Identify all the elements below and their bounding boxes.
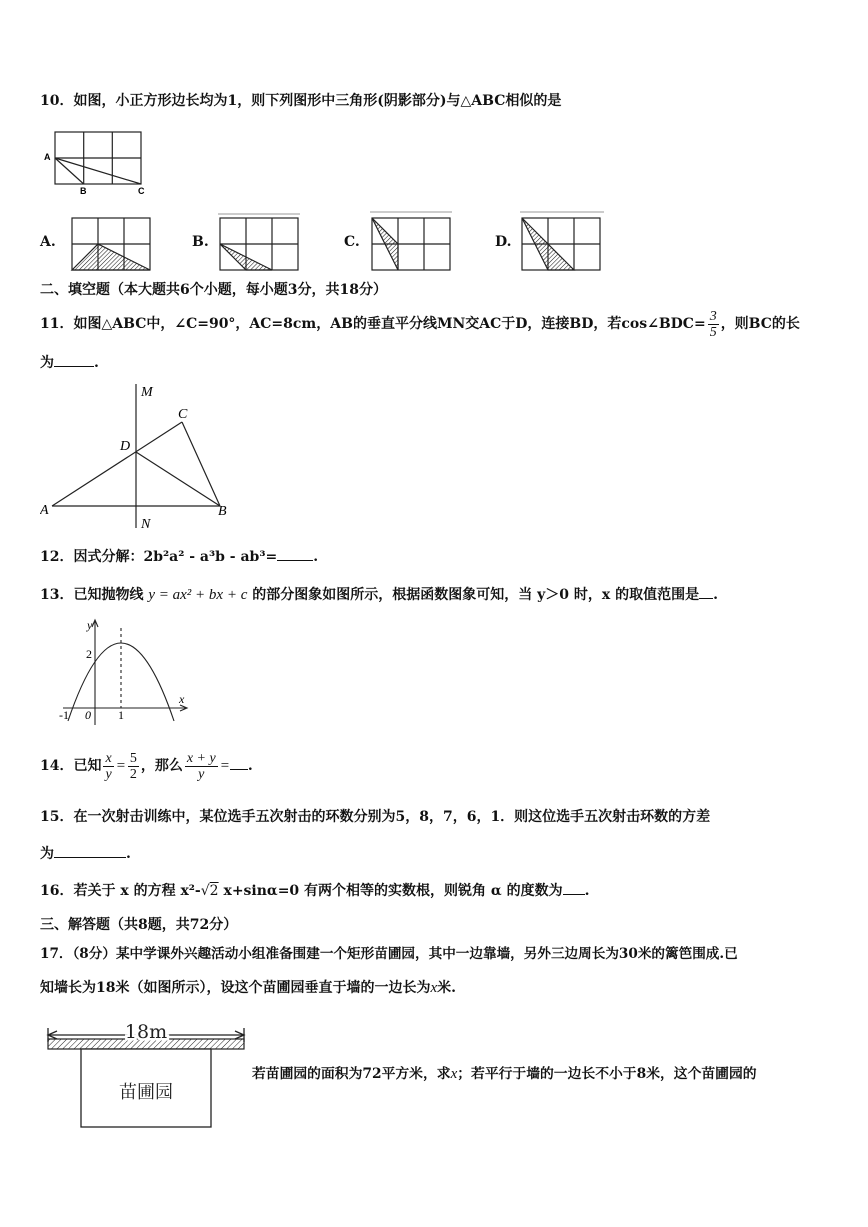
q10-option-c-label[interactable]: C. [344,234,360,250]
q17-garden-figure [44,1022,252,1130]
q10-option-c-figure[interactable] [370,211,452,271]
q10-label-c: C [138,186,145,196]
q17-line2: 知墙长为18米（如图所示），设这个苗圃园垂直于墙的一边长为x米. [40,980,457,996]
q13-label-1: 1 [118,708,124,722]
q10-label-a: A [44,152,51,162]
q10-option-b-label[interactable]: B. [192,234,209,250]
q11-label-d: D [120,439,131,454]
q15-answer-blank[interactable] [54,845,126,858]
q11-line1 [40,306,800,342]
q10-option-d-figure[interactable] [520,211,604,271]
q11-line2: 为 . [40,355,99,371]
q11-answer-blank[interactable] [54,354,94,367]
q17-line1: 17．（8分）某中学课外兴趣活动小组准备围建一个矩形苗圃园，其中一边靠墙，另外三边周长为30米的篱笆围成.已 [40,946,738,962]
q14-fraction-xy-over-y: $\frac{x + y}{y}$ [186,750,216,782]
q17-line3: 若苗圃园的面积为72平方米，求x；若平行于墙的一边长不小于8米，这个苗圃园的 [252,1066,757,1082]
q12-line: 12．因式分解：2b²a² - a³b - ab³= . [40,549,319,565]
q14-line: 14．已知 $\frac{x}{y}$ = $\frac{5}{2}$ ，那么 $\frac{x + y}{y}$ = . [40,750,253,782]
q16-answer-blank[interactable] [563,882,585,895]
q17-wall-length-label: 18m [124,1022,168,1043]
q11-text-before: 11．如图△ABC中，∠C=90°，AC=8cm，AB的垂直平分线MN交AC于D，连接BD，若cos∠BDC= [40,316,706,332]
q11-label-n: N [141,517,151,532]
q11-label-c: C [178,407,188,422]
q13-label-2: 2 [86,647,92,661]
q11-cos-fraction: $\frac{3}{5}$ [709,308,717,340]
q11-triangle-figure [40,380,240,532]
q14-fraction-5-over-2: $\frac{5}{2}$ [129,750,137,782]
q11-label-a: A [40,503,49,518]
q10-option-d-label[interactable]: D. [495,234,512,250]
q17-garden-label: 苗圃园 [119,1082,173,1103]
q15-line1: 15．在一次射击训练中，某位选手五次射击的环数分别为5，8，7，6，1．则这位选手五次射击环数的方差 [40,809,711,825]
q13-formula: y = ax² + bx + c [148,587,248,603]
q13-label-0: 0 [85,708,91,722]
q13-answer-blank[interactable] [699,586,713,599]
q15-line2: 为 . [40,846,131,862]
q10-reference-figure [40,128,150,196]
q14-answer-blank[interactable] [230,757,248,770]
q10-text: 10．如图，小正方形边长均为1，则下列图形中三角形(阴影部分)与△ABC相似的是 [40,93,562,109]
q11-text-after: ，则BC的长 [720,316,800,332]
q13-parabola-figure [55,615,195,727]
section2-heading: 二、填空题（本大题共6个小题，每小题3分，共18分） [40,282,387,298]
section3-heading: 三、解答题（共8题，共72分） [40,917,238,933]
q10-option-a-label[interactable]: A. [40,234,56,250]
q10-label-b: B [80,186,87,196]
q13-line: 13．已知抛物线 y = ax² + bx + c 的部分图象如图所示，根据函数图象可知，当 y＞0 时，x 的取值范围是 . [40,587,718,603]
q16-line: 16．若关于 x 的方程 x²-√2 x+sinα=0 有两个相等的实数根，则锐角 α 的度数为 . [40,883,590,899]
q12-answer-blank[interactable] [277,548,313,561]
q10-option-a-figure[interactable] [70,215,152,271]
q17-var-x: x [430,980,438,996]
q10-option-b-figure[interactable] [218,213,300,271]
q11-label-m: M [141,385,153,400]
q16-sqrt: √2 [200,883,219,899]
q13-label-x: x [179,692,185,706]
q11-label-b: B [218,504,227,519]
q14-fraction-x-over-y: $\frac{x}{y}$ [105,750,112,782]
q13-label-neg1: -1 [59,708,69,722]
q13-label-y: y [87,618,93,632]
